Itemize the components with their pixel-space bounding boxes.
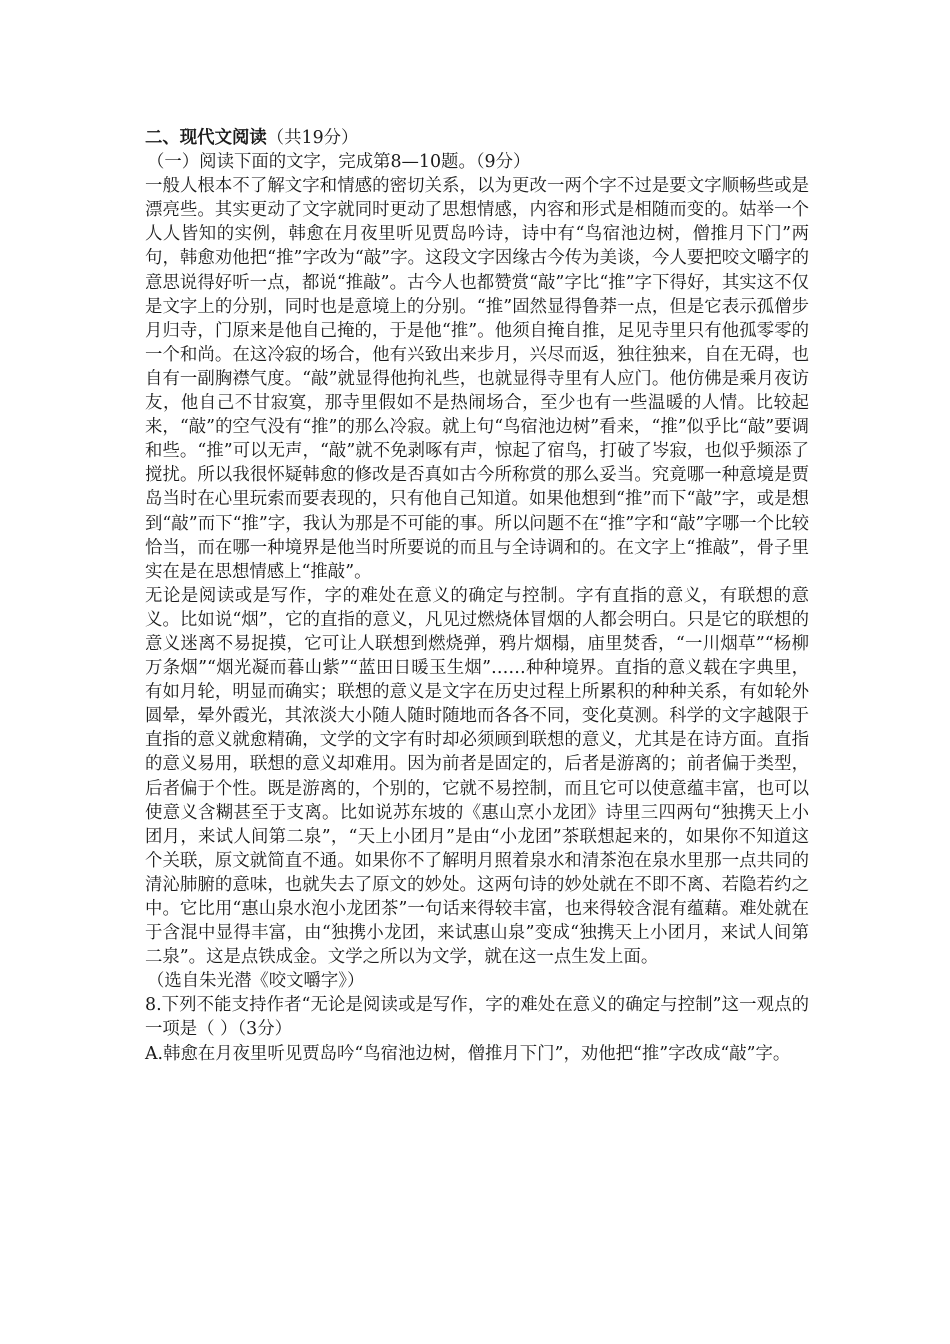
section-score-note: （共19分）	[266, 128, 359, 148]
section-title: 二、现代文阅读	[145, 128, 267, 148]
passage-paragraph-1: 一般人根本不了解文字和情感的密切关系，以为更改一两个字不过是要文字顺畅些或是漂亮些。其实更动了文字就同时更动了思想情感，内容和形式是相随而变的。姑举一个人人皆知的实例，韩愈在月夜里听见贾岛吟诗，诗中有“鸟宿池边树，僧推月下门”两句，韩愈劝他把“推”字改为“敲”字。这段文字因缘古今传为美谈，今人要把咬文嚼字的意思说得好听一点，都说“推敲”。古今人也都赞赏“敲”字比“推”字下得好，其实这不仅是文字上的分别，同时也是意境上的分别。“推”固然显得鲁莽一点，但是它表示孤僧步月归寺，门原来是他自己掩的，于是他“推”。他须自掩自推，足见寺里只有他孤零零的一个和尚。在这冷寂的场合，他有兴致出来步月，兴尽而返，独往独来，自在无碍，也自有一副胸襟气度。“敲”就显得他拘礼些，也就显得寺里有人应门。他仿佛是乘月夜访友，他自己不甘寂寞，那寺里假如不是热闹场合，至少也有一些温暖的人情。比较起来，“敲”的空气没有“推”的那么冷寂。就上句“鸟宿池边树”看来，“推”似乎比“敲”要调和些。“推”可以无声，“敲”就不免剥啄有声，惊起了宿鸟，打破了岑寂，也似乎频添了搅扰。所以我很怀疑韩愈的修改是否真如古今所称赏的那么妥当。究竟哪一种意境是贾岛当时在心里玩索而要表现的，只有他自己知道。如果他想到“推”而下“敲”字，或是想到“敲”而下“推”字，我认为那是不可能的事。所以问题不在“推”字和“敲”字哪一个比较恰当，而在哪一种境界是他当时所要说的而且与全诗调和的。在文字上“推敲”，骨子里实在是在思想情感上“推敲”。	[145, 176, 809, 582]
passage-source: （选自朱光潜《咬文嚼字》）	[147, 971, 365, 992]
question-8-option-a: A.韩愈在月夜里听见贾岛吟“鸟宿池边树，僧推月下门”，劝他把“推”字改成“敲”字。	[145, 1043, 791, 1064]
section-heading	[145, 126, 809, 150]
reading-instruction: （一）阅读下面的文字，完成第8—10题。（9分）	[147, 152, 531, 173]
question-8-stem: 8.下列不能支持作者“无论是阅读或是写作，字的难处在意义的确定与控制”这一观点的一项是（ ）（3分）	[145, 995, 809, 1040]
reading-section	[145, 126, 809, 1066]
passage-paragraph-2: 无论是阅读或是写作，字的难处在意义的确定与控制。字有直指的意义，有联想的意义。比如说“烟”，它的直指的意义，凡见过燃烧体冒烟的人都会明白。只是它的联想的意义迷离不易捉摸，它可让人联想到燃烧弹，鸦片烟榻，庙里焚香，“一川烟草”“杨柳万条烟”“烟光凝而暮山紫”“蓝田日暖玉生烟”……种种境界。直指的意义载在字典里，有如月轮，明显而确实；联想的意义是文字在历史过程上所累积的种种关系，有如轮外圆晕，晕外霞光，其浓淡大小随人随时随地而各各不同，变化莫测。科学的文字越限于直指的意义就愈精确，文学的文字有时却必须顾到联想的意义，尤其是在诗方面。直指的意义易用，联想的意义却难用。因为前者是固定的，后者是游离的；前者偏于类型，后者偏于个性。既是游离的，个别的，它就不易控制，而且它可以使意蕴丰富，也可以使意义含糊甚至于支离。比如说苏东坡的《惠山烹小龙团》诗里三四两句“独携天上小团月，来试人间第二泉”，“天上小团月”是由“小龙团”茶联想起来的，如果你不知道这个关联，原文就简直不通。如果你不了解明月照着泉水和清茶泡在泉水里那一点共同的清沁肺腑的意味，也就失去了原文的妙处。这两句诗的妙处就在不即不离、若隐若约之中。它比用“惠山泉水泡小龙团茶”一句话来得较丰富，也来得较含混有蕴藉。难处就在于含混中显得丰富，由“独携小龙团，来试惠山泉”变成“独携天上小团月，来试人间第二泉”。这是点铁成金。文学之所以为文学，就在这一点生发上面。	[145, 585, 809, 968]
